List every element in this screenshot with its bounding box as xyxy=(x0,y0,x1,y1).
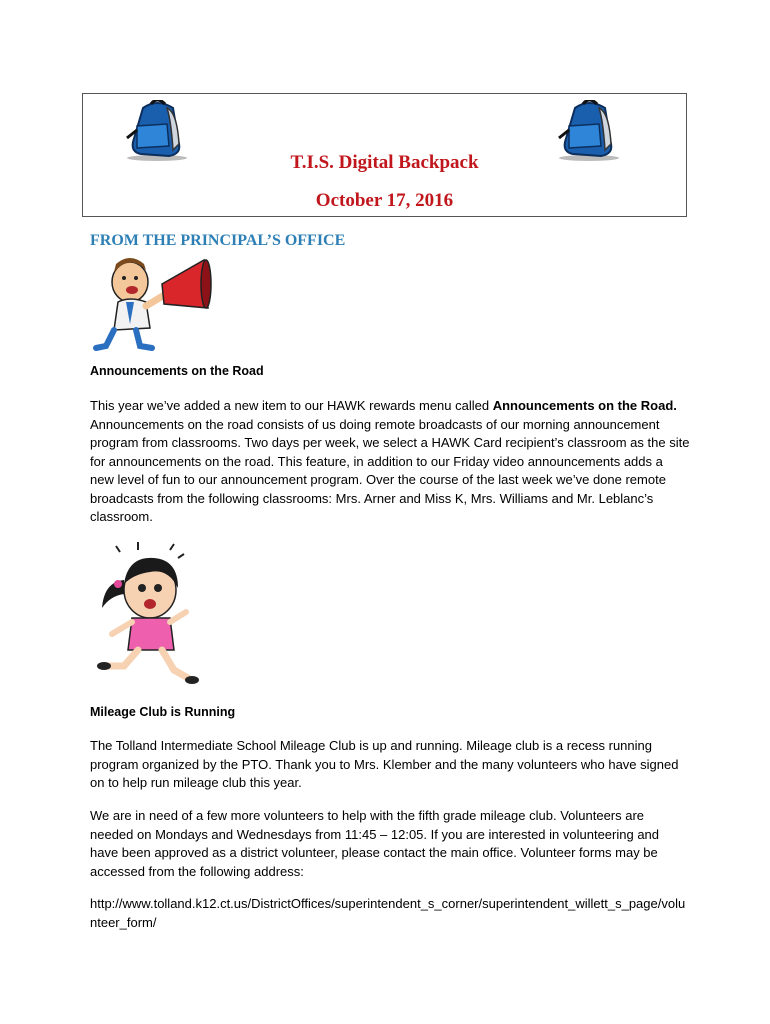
mileage-paragraph-1: The Tolland Intermediate School Mileage Club is up and running. Mileage club is a recess running program organized by the PTO. Thank you to Mrs. Klember and the many volunteers who have signed on to help run mileage club this year. xyxy=(90,738,679,790)
announcements-text-bold: Announcements on the Road. xyxy=(492,398,677,413)
newsletter-title: T.I.S. Digital Backpack xyxy=(290,152,479,173)
announcements-text-start: This year we’ve added a new item to our HAWK rewards menu called xyxy=(90,398,493,413)
mileage-paragraph-2: We are in need of a few more volunteers to help with the fifth grade mileage club. Volunteers are needed on Mondays and Wednesdays from 11:45 – 12:05. If you are interested in volunteering and have been approved as a district volunteer, please contact the main office. Volunteer forms may be accessed from the following address: xyxy=(90,808,660,879)
newsletter-header xyxy=(82,93,687,217)
section-heading: FROM THE PRINCIPAL’S OFFICE xyxy=(90,232,346,249)
announcer-illustration xyxy=(92,254,216,354)
announcements-paragraph xyxy=(90,397,690,527)
newsletter-date: October 17, 2016 xyxy=(315,190,454,211)
announcements-heading: Announcements on the Road xyxy=(90,364,264,378)
running-girl-illustration xyxy=(94,538,202,688)
announcements-text-end: Announcements on the road consists of us doing remote broadcasts of our morning announcement program from classrooms. Two days per week, we select a HAWK Card recipient’s classroom as the site for announcements on the road. This feature, in addition to our Friday video announcements adds a new level of fun to our announcement program. Over the course of the last week we’ve done remote broadcasts from the following classrooms: Mrs. Arner and Miss K, Mrs. Williams and Mr. Leblanc’s classroom. xyxy=(90,416,690,524)
volunteer-form-link[interactable]: http://www.tolland.k12.ct.us/DistrictOffices/superintendent_s_corner/superintendent_willett_s_page/volunteer_form/ xyxy=(90,896,686,930)
mileage-heading: Mileage Club is Running xyxy=(90,705,236,719)
